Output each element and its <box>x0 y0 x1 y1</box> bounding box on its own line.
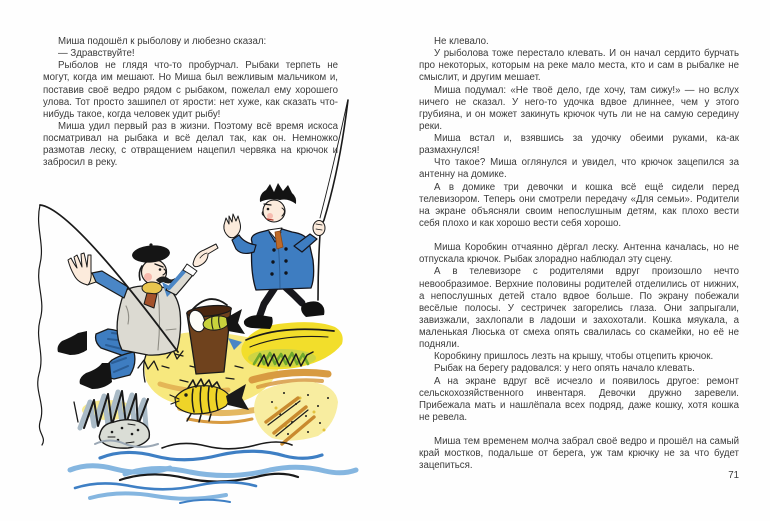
illustration-fishing-scene <box>30 92 402 512</box>
boy-fist <box>313 221 325 236</box>
boy-fishing-rod <box>318 100 348 300</box>
page-number: 71 <box>728 470 739 481</box>
text-section <box>419 36 739 230</box>
paragraph: Рыбак на берегу радовался: у него опять начало клевать. <box>434 363 695 375</box>
scarf <box>142 282 162 294</box>
paragraph: Миша Коробкин отчаянно дёргал леску. Антенна качалась, но не отпускала крючок. Рыбак злорадно наблюдал эту сцену. <box>419 242 739 266</box>
paragraph: Что такое? Миша оглянулся и увидел, что крючок зацепился за антенну на домике. <box>419 157 739 181</box>
boy-legs <box>244 284 325 329</box>
paragraph: Миша удил первый раз в жизни. Поэтому всё время искоса посматривал на рыбака и всё делал так, как он. Немножко размотав леску, с отвращением нацепил червяка на крючок и забросил в реку. <box>43 120 338 169</box>
paragraph: А в домике три девочки и кошка всё ещё сидели перед телевизором. Теперь они смотрели передачу «Для семьи». Родители на экране объясняли своим непослушным детям, как плохо вести себя плохо и как хорошо вести себя хорошо. <box>419 181 739 229</box>
paragraph: Миша тем временем молча забрал своё ведро и прошёл на самый край мостков, подальше от берега, уж там крючку не за что будет зацепиться. <box>419 436 739 472</box>
text-section <box>419 242 739 424</box>
beret <box>131 244 170 264</box>
right-page-text <box>419 36 739 473</box>
paragraph: Миша подумал: «Не твоё дело, где хочу, там сижу!» — но вслух ничего не сказал. У него-то удочка вдвое длиннее, чем у этого грубияна, и он может закинуть крючок чуть ли не на самую середину реки. <box>419 84 739 132</box>
paragraph: Миша встал и, взявшись за удочку обеими руками, ка-ак размахнулся! <box>419 133 739 157</box>
water-waves <box>70 441 356 504</box>
paragraph: А на экране вдруг всё исчезло и появилось другое: ремонт сельскохозяйственного инвентаря. Девочки дружно заревели. Прибежала мать и нашлёпала всех подряд, даже кошку, хотя кошка не ревела. <box>419 375 739 423</box>
paragraph: Миша подошёл к рыболову и любезно сказал: <box>58 36 267 47</box>
paragraph: Не клевало. <box>434 36 489 47</box>
fisherman-head <box>131 243 175 284</box>
fisherman-pointing-arm <box>166 244 218 295</box>
paragraph: Коробкину пришлось лезть на крышу, чтобы отцепить крючок. <box>434 351 714 363</box>
fishing-line <box>38 205 44 445</box>
paragraph: У рыболова тоже перестало клевать. И он начал сердито бурчать про некоторых, которым на реке мало места, кто и сам в рыбалке не смыслит, и другим мешает. <box>419 48 739 84</box>
paragraph: Рыболов не глядя что-то пробурчал. Рыбаки терпеть не могут, когда им мешают. Но Миша был вежливым мальчиком и, поставив своё ведро рядом с рыбаком, пожелал ему хорошего улова. Тот просто зашипел от ярости: нет хуже, как сказать что-нибудь такое, когда человек удит рыбу! <box>43 60 338 120</box>
paragraph: А в телевизоре с родителями вдруг произошло нечто невообразимое. Верхние половины родителей отделились от нижних, а непослушных детей стало вдвое больше. По экрану побежали весёлые полосы. У сестричек загорелись глаза. Они запрыгали, завизжали, захлопали в ладоши и захохотали. Кошка мяукала, а маленькая Люська от смеха опять свалилась со скамейки, но её не подняли. <box>419 266 739 351</box>
boy-head <box>260 183 296 222</box>
text-section <box>419 436 739 472</box>
boy-figure <box>224 100 348 329</box>
paragraph: — Здравствуйте! <box>58 48 135 60</box>
boy-jacket <box>224 214 317 290</box>
